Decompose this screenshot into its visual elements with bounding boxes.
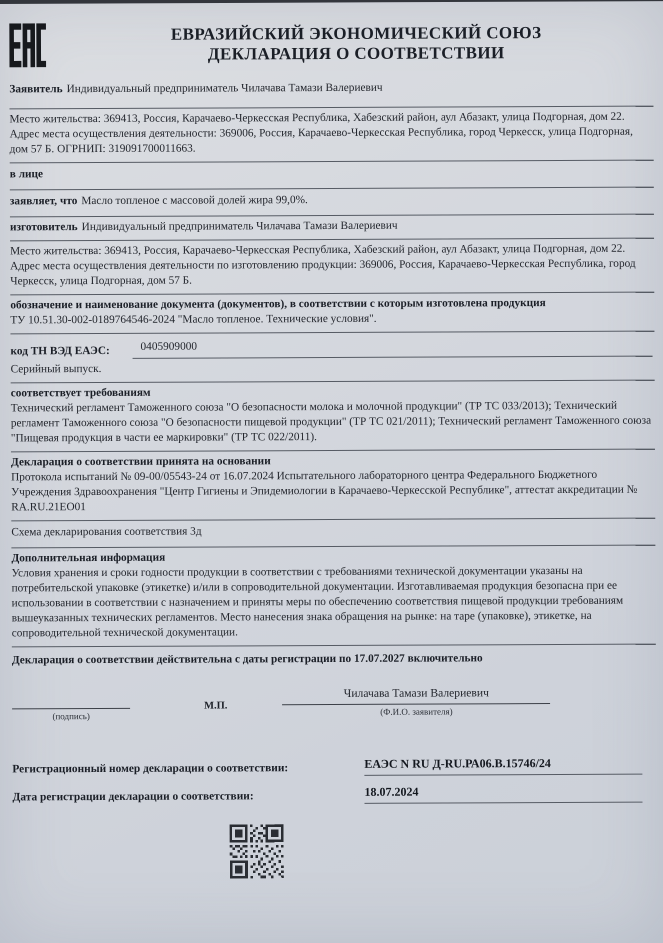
signature-line	[12, 688, 130, 710]
document-basis-row	[10, 293, 654, 335]
adoption-basis-value: Протокола испытаний № 09-00/05543-24 от 16.07.2024 Испытательного лабораторного центра Федерального Бюджетного Учреждения Здравоохранения "Центр Гигиены и Эпидемиологии в Карачаево-Черкесской Республике", аттестат аккредитации № RA.RU.21EO01	[11, 468, 638, 514]
document-header	[9, 23, 653, 76]
applicant-name-caption: (Ф.И.О. заявителя)	[380, 706, 453, 717]
tnved-code: 0405909000	[132, 338, 652, 359]
declares-label: заявляет, что	[9, 195, 78, 208]
registration-number-label: Регистрационный номер декларации о соответствии:	[12, 762, 289, 776]
scheme-row: Схема декларирования соответствия 3д	[11, 519, 655, 549]
in-person-label: в лице	[9, 168, 44, 181]
registration-date-label: Дата регистрации декларации о соответствии:	[12, 790, 254, 804]
applicant-label: Заявитель	[9, 83, 63, 96]
product-name: Масло топленое с массовой долей жира 99,0%.	[81, 194, 308, 208]
registration-date-row	[12, 784, 642, 806]
tnved-row	[10, 332, 654, 360]
registration-block	[12, 756, 642, 806]
qr-code	[230, 824, 284, 878]
manufacturer-label: изготовитель	[9, 221, 78, 234]
applicant-name-field	[282, 686, 550, 721]
compliance-section	[11, 381, 655, 453]
stamp-place-label: М.П.	[204, 700, 228, 712]
compliance-label: соответствует требованиям	[10, 386, 151, 400]
in-person-row	[10, 161, 654, 191]
document-basis-label: обозначение и наименование документа (документов), в соответствии с которым изготовлена продукция	[10, 297, 546, 312]
additional-info-section	[11, 546, 655, 648]
applicant-signature-name: Чилачава Тамази Валериевич	[282, 686, 550, 705]
registration-number-row	[12, 756, 642, 778]
document-title	[99, 23, 613, 66]
applicant-value: Индивидуальный предприниматель Чилачава Тамази Валериевич	[66, 81, 383, 96]
additional-info-label: Дополнительная информация	[11, 551, 166, 565]
eac-mark-icon	[9, 23, 46, 72]
manufacturer-value: Индивидуальный предприниматель Чилачава Тамази Валериевич	[81, 219, 398, 234]
registration-number-value: ЕАЭС N RU Д-RU.РА06.В.15746/24	[364, 756, 642, 776]
declaration-title: ДЕКЛАРАЦИЯ О СООТВЕТСТВИИ	[207, 43, 505, 64]
signature-block	[12, 686, 656, 723]
additional-info-value: Условия хранения и сроки годности продукции в соответствии с требованиями технической документации указаны на потребительской упаковке (этикетке) и/или в сопроводительной документации. Изготавливаемая продукция безопасна при ее использовании в соответствии с назначением и приняты меры по обеспечению соответствия пищевой продукции требованиям вышеуказанных технических регламентов. Место нанесения знака обращения на рынке: на таре (упаковке), этикетке, на сопроводительной технической документации.	[11, 564, 624, 640]
release-type-row: Серийный выпуск.	[11, 357, 655, 384]
applicant-row	[9, 75, 653, 110]
document-basis-value: ТУ 10.51.30-002-0189764546-2024 "Масло топленое. Технические условия".	[10, 312, 377, 327]
registration-date-value: 18.07.2024	[364, 784, 642, 804]
declares-row	[10, 188, 654, 218]
union-title: ЕВРАЗИЙСКИЙ ЭКОНОМИЧЕСКИЙ СОЮЗ	[170, 23, 542, 44]
signature-field	[12, 688, 130, 723]
adoption-basis-label: Декларация о соответствии принята на основании	[10, 455, 271, 469]
manufacturer-row	[10, 215, 654, 242]
tnved-label: код ТН ВЭД ЕАЭС:	[10, 344, 110, 358]
validity-row: Декларация о соответствии действительна с даты регистрации по 17.07.2027 включительно	[11, 652, 483, 667]
signature-caption: (подпись)	[52, 711, 90, 722]
manufacturer-address: Место жительства: 369413, Россия, Карачаево-Черкесская Республика, Хабезский район, аул Абазакт, улица Подгорная, дом 22. Адрес места осуществления деятельности по изготовлению продукции: 369006, Россия, Карачаево-Черкесская Республика, город Черкесск, улица Подгорная, дом 57 Б.	[10, 239, 654, 296]
adoption-basis-section	[11, 450, 655, 522]
compliance-value: Технический регламент Таможенного союза "О безопасности молока и молочной продукции" (ТР ТС 033/2013); Технический регламент Таможенного союза "О безопасности пищевой продукции" (ТР ТС 021/2011); Технический регламент Таможенного союза "Пищевая продукция в части ее маркировки" (ТР ТС 022/2011).	[10, 399, 652, 445]
applicant-address: Место жительства: 369413, Россия, Карачаево-Черкесская Республика, Хабезский район, аул Абазакт, улица Подгорная, дом 22. Адрес места осуществления деятельности: 369006, Россия, Карачаево-Черкесская Республика, город Черкесск, улица Подгорная, дом 57 Б. ОГРНИП: 319091700011663.	[9, 107, 653, 164]
